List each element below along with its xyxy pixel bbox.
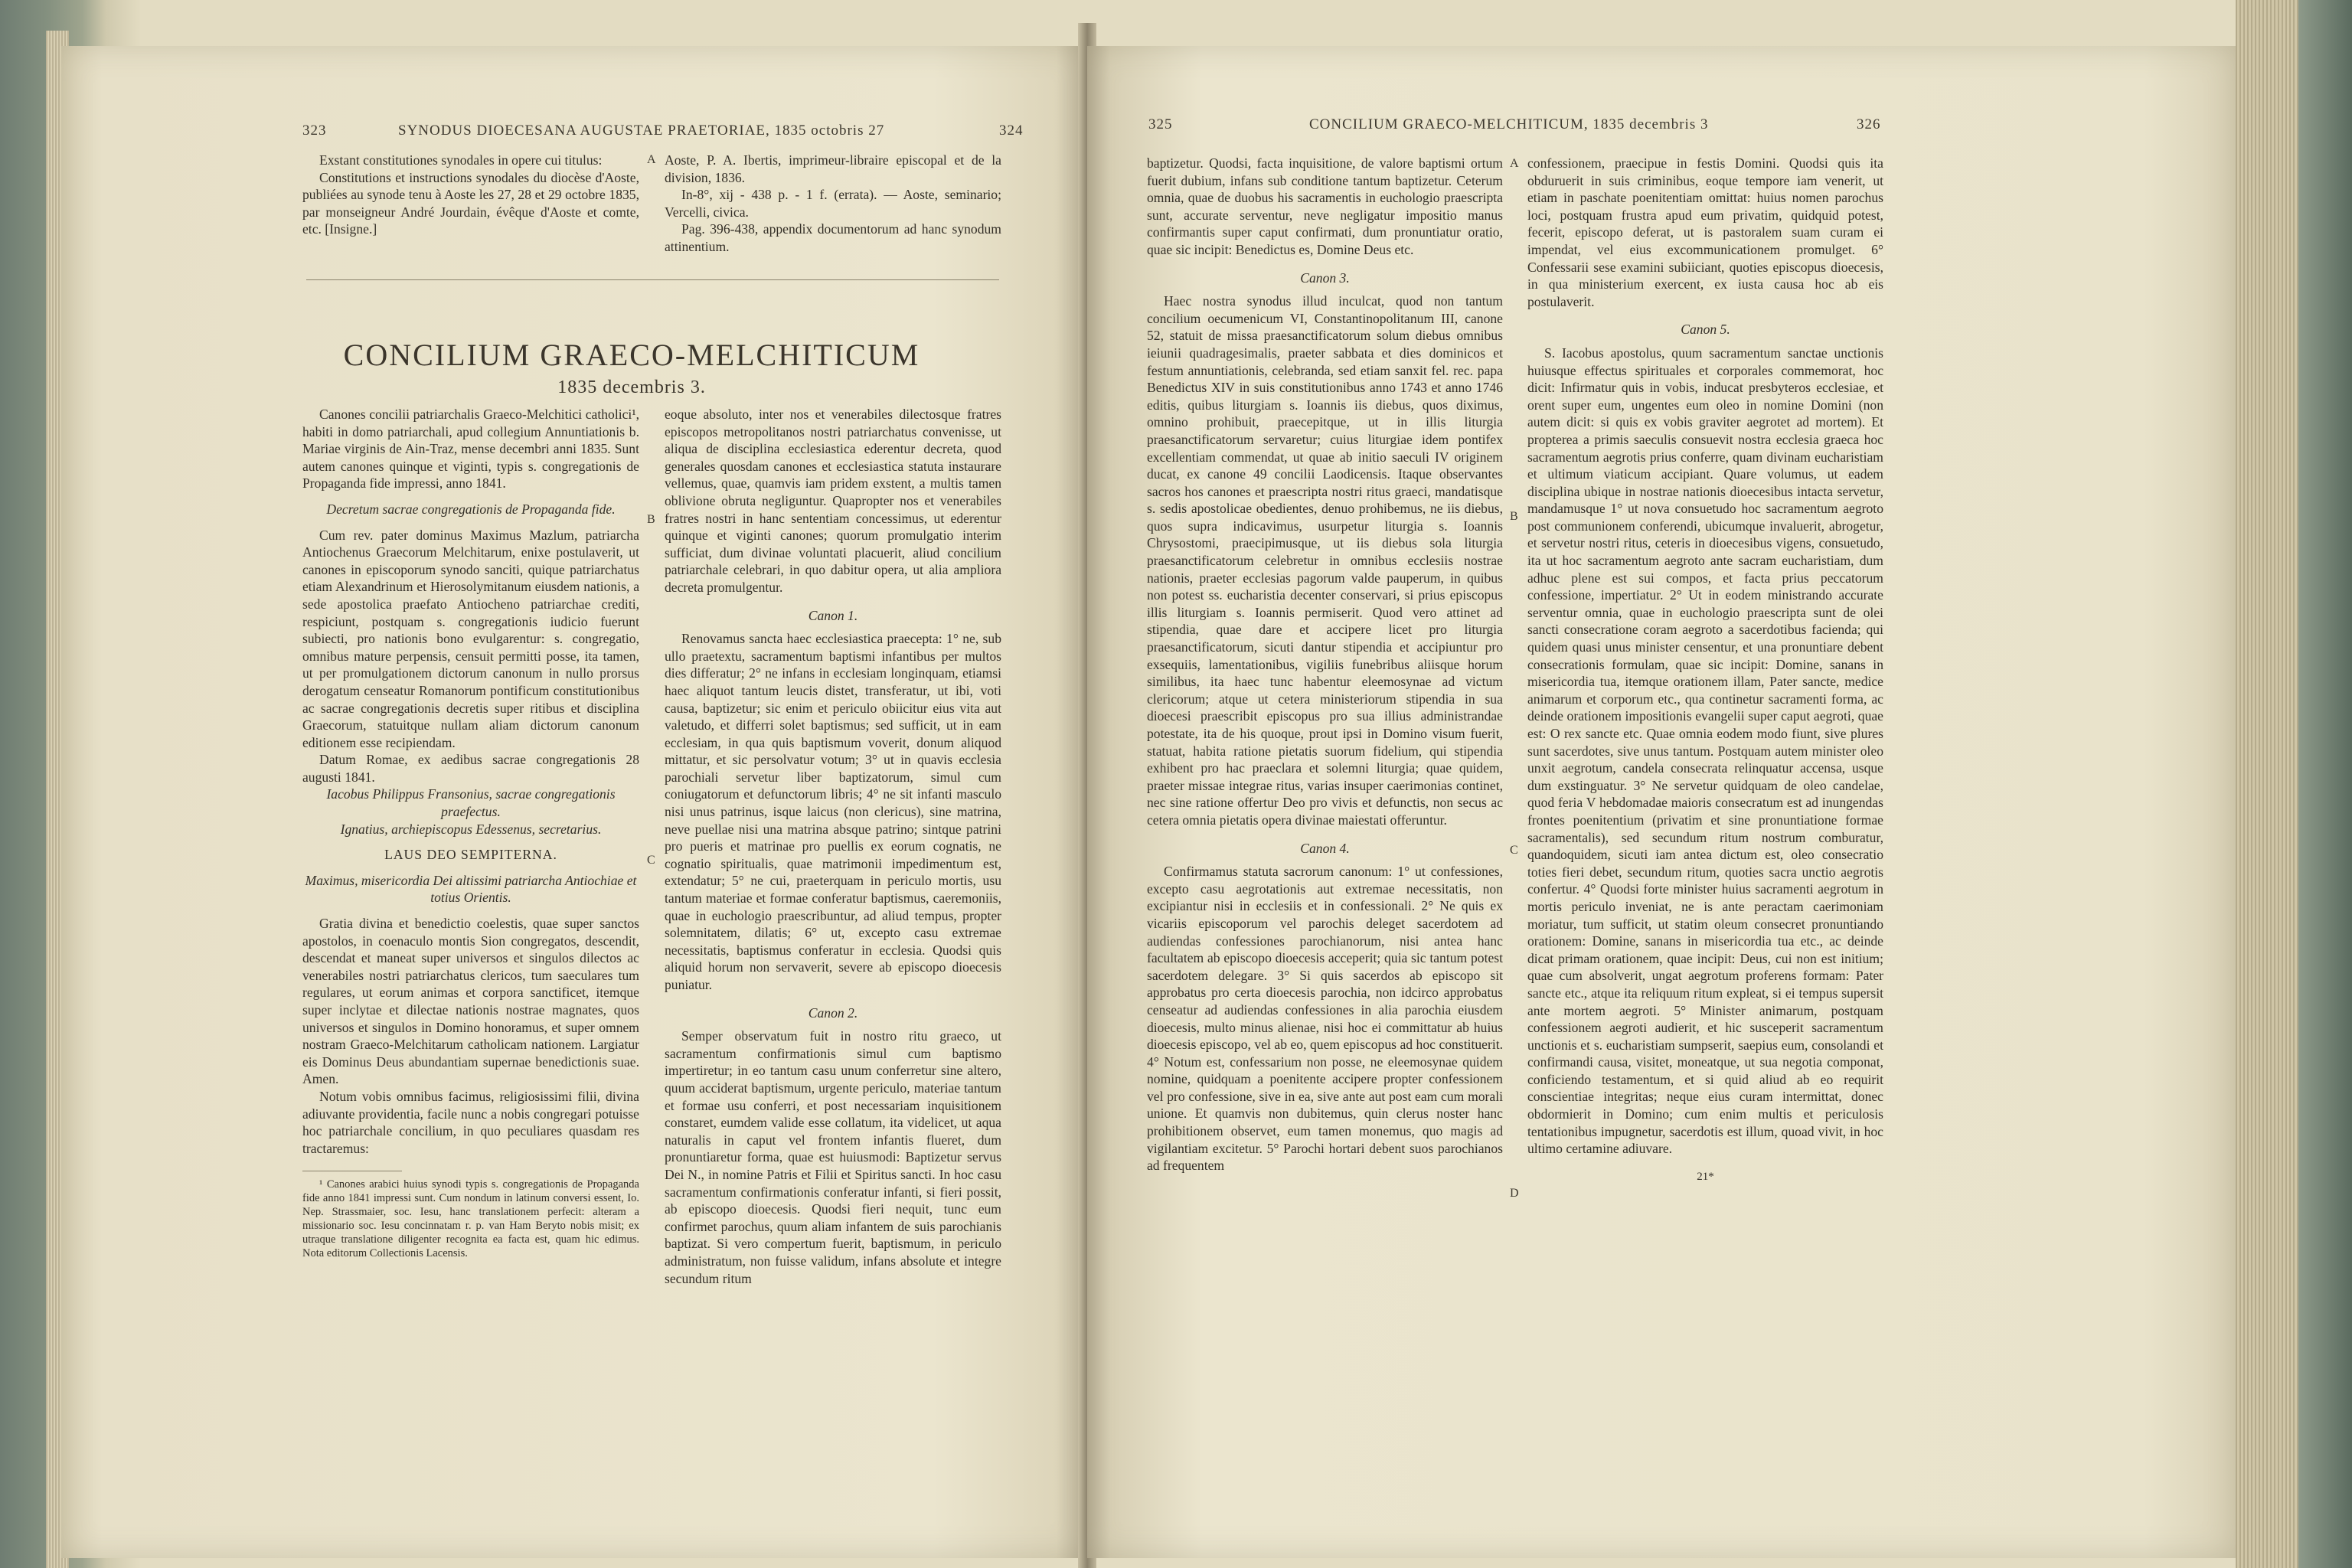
paragraph: Pag. 396-438, appendix documentorum ad hanc synodum attinentium. — [665, 221, 1001, 254]
paragraph: S. Iacobus apostolus, quum sacramentum sanctae unctionis huiusque effectus spirituales et corporales commemorat, hoc dicit: Infirmatur quis in vobis, inducat presbyteros ecclesiae, et orent super eum, ungentes eum oleo in nomine Domini (non autem dicit: si quis ex vobis graviter aegrotet ad mortem). Et propterea a primis saeculis consuevit nostra ecclesia graeca hoc sacramentum aegrotis prius conferre, quam divinam eucharistiam et ultimum viaticum accipiant. Quare volumus, ut eadem disciplina ubique in nostrae nationis dioecesibus intacta servetur, mandamusque 1° ut nova consuetudo hoc sacramentum aegroto post communionem conferendi, ubicumque invaluerit, abrogetur, et servetur nostri ritus, ceteris in dioecesibus vigens, consuetudo, ita ut hoc sacramentum aegroto ante sacram eucharistiam, dum adhuc plene est sui compos, et facta prius peccatorum confessione, impertiatur. 2° Ut in eodem ministrando accurate serventur omnia, quae in euchologio praescripta sunt de olei sancti consecratione coram aegroto a sacerdotibus facienda; qui quidem quasi unus minister censentur, et una pronuntiare debent consecrationis formulam, quae sic incipit: Domine, sanans in misericordia tua, itemque orationem illam, Pater sancte, medice animarum et corporum etc., qua continetur sacramenti forma, ac deinde orationem impositionis evangelii super caput aegroti, quae est: O rex sancte etc. Quae omnia eodem modo fiunt, sive plures sunt sacerdotes, sive unus tantum. Postquam autem minister oleo unxit aegrotum, candela consecrata relinquatur accensa, usque dum exstinguatur. 3° Ne servetur quidquam de oleo candelae, quod feria V hebdomadae maioris consecratum est ad inungendas frontes poenitentium (privatim et sine pronuntiatione formae sacramentalis), sed secundum ritum nostrum comburatur, quandoquidem, sicuti iam antea dictum est, oleo consecratio toties fieri debet, secundum ritum, quoties sacra unctio aegrotis confertur. 4° Quodsi forte minister huius sacramenti aegrotum in mortis periculo inveniat, ne is ante peractam caerimoniam moriatur, tum sufficit, ut statim oleum consecret pronuntiando orationem: Domine, sanans in misericordia tua etc., ac deinde dicat primam orationem, quae incipit: Deus, cui non est initium; quae cum absolverit, ungat aegrotum proferens formam: Pater sancte etc., atque ita reliquum ritum expleat, si ei tempus supersit ante mortem aegroti. 5° Minister animarum, postquam confessionem aegroti audierit, et hic susceperit sacramentum unctionis et s. eucharistiam sumpserit, saepius eum, consolandi et confirmandi causa, visitet, moneatque, ut sua negotia componat, conficiendo testamentum, et si quid aliud ab eo requirit conscientiae integritas; neque eius curam intermittat, donec obdormierit in Domino; cum enim multis et periculosis tentationibus impugnetur, sacerdotis est illum, quoad vivit, in hoc ultimo certamine adiuvare. — [1527, 345, 1883, 1157]
margin-marker-d: D — [1510, 1187, 1519, 1200]
paragraph: Semper observatum fuit in nostro ritu graeco, ut sacramentum confirmationis simul cum baptismo impertiretur; in eo tantum casu unum conferretur sine altero, quum acciderat baptismum, urgente periculo, materiae tantum et formae usu conferri, et post necessariam inquisitionem constaret, eumdem valide esse collatum, ita videlicet, ut aqua naturalis in caput vel frontem infantis flueret, dum pronuntiaretur forma, quae est huiusmodi: Baptizetur servus Dei N., in nomine Patris et Filii et Spiritus sancti. In hoc casu sacramentum confirmationis conferatur infanti, si fieri possit, ab episcopo dioecesis. Quodsi fieri nequit, tunc eum confirmet parochus, quum aliam infantem de suis parochianis baptizat. Si vero compertum fuerit, baptismum, in periculo administratum, non fuisse validum, infans absolute et integre secundum ritum — [665, 1028, 1001, 1286]
signatory-prefect: Iacobus Philippus Fransonius, sacrae congregationis praefectus. — [326, 786, 616, 820]
page-number-326: 326 — [1857, 116, 1881, 132]
canon-4-heading: Canon 4. — [1300, 840, 1350, 856]
paragraph: Exstant constitutiones synodales in opere cui titulus: — [319, 152, 603, 168]
document-title: CONCILIUM GRAECO-MELCHITICUM — [343, 338, 920, 372]
margin-marker-a: A — [647, 153, 656, 166]
paragraph: Haec nostra synodus illud inculcat, quod non tantum concilium oecumenicum VI, Constantinopolitanum III, canone 52, statuit de missa praesanctificatorum solum diebus omnibus ieiunii quadragesimalis, praeter sabbata et dies dominicos et festum annuntiationis, celebranda, sed etiam sanxit fel. rec. papa Benedictus XIV in suis constitutionibus anno 1743 et anno 1746 editis, quibus liturgiam s. Ioannis iis diebus, quos diximus, omnino prohibuit, praecepitque, ut in illis liturgia praesanctificatorum servaretur; cuius liturgiae idem pontifex excellentiam commendat, ut quae ab initio saeculi IV originem ducat, ex canone 49 concilii Laodicensis. Itaque observantes sacros hos canones et praescripta nostri ritus graeci, mandatisque s. sedis apostolicae obedientes, denuo prohibemus, ne iis diebus, quos supra indicavimus, usurpetur liturgia s. Ioannis Chrysostomi, praecipimusque, ut iis diebus sola liturgia praesanctificatorum celebretur in omnibus ecclesiis nostrae nationis, praeter ecclesias pagorum valde pauperum, in quibus non potest ss. eucharistia decenter conservari, si prius episcopus illis liturgiam s. Ioannis permiserit. Quod vero attinet ad stipendia, quae dare et accipere licet pro liturgia praesanctificatorum, sicuti dantur stipendia et accipiuntur pro exsequiis, lamentationibus, vigiliis funebribus aliisque horum similibus, ita haec tunc habentur eleemosynae ad victum clericorum; atque ut cetera ministeriorum stipendia in sua dioecesi praescribit episcopus pro sua illius administrandae potestate, ita de his quoque, prout ipsi in Domino visum fuerit, statuat, habita ratione pietatis suorum fidelium, qui stipendia exhibent pro hac praeclara et solemni liturgia; quae quidem, praeter missae integrae ritus, varias insuper caerimonias continet, nec sine ratione offertur Deo pro vivis et defunctis, non secus ac cetera omnia pietatis opera divinae maiestati offeruntur. — [1147, 293, 1503, 828]
paragraph: eoque absoluto, inter nos et venerabiles dilectosque fratres episcopos metropolitanos nostri patriarchatus convenisse, ut aliqua de disciplina ecclesiastica ederentur decreta, quod generales quosdam canones et ecclesiastica statuta instaurare vellemus, quae, quamvis iam pridem exstent, a multis tamen oblivione obruta negliguntur. Quapropter nos et venerabiles fratres nostri in hanc sententiam concessimus, ut ederentur quinque et viginti canones; quorum promulgatio interim sufficiat, dum divinae voluntati placuerit, aliud concilium patriarchale celebrari, in quo dabitur opera, ut alia ampliora decreta promulgentur. — [665, 407, 1001, 595]
paragraph: Renovamus sancta haec ecclesiastica praecepta: 1° ne, sub ullo praetextu, sacramentum baptismi infantibus per multos dies differatur; 2° ne infans in ecclesiam longinquam, etiamsi haec aliquot tantum leucis distet, transferatur, ut ibi, voti causa, baptizetur; sic enim et periculo obiicitur eius vita aut valetudo, et differri solet baptismus; sed sufficit, ut in eam ecclesiam, in qua quis baptismum voverit, donum aliquod mittatur, et sic persolvatur votum; 3° ut in quavis ecclesia parochiali servetur liber baptizatorum, simul cum coniugatorum et defunctorum libris; 4° ne sit infanti masculo nisi unus patrinus, isque laicus (non clericus), sine matrina, neve puellae nisi una matrina absque patrino; sintque patrini pro pueris et matrinae pro puellis ex eorum cognatis, ne cognatio spiritualis, quae matrimonii impedimentum est, extendatur; 5° ne cui, praeterquam in periculo mortis, usu tantum materiae et formae conferatur baptismus, caeremoniis, quae in euchologio praescribuntur, ad aliud tempus, propter solemnitatem, dilatis; 6° ut, excepto casu extremae necessitatis, baptismus conferatur in ecclesia. Quodsi quis aliquid horum non servaverit, severe ab episcopo dioecesis puniatur. — [665, 631, 1001, 992]
page-number-323: 323 — [302, 122, 327, 139]
margin-marker-c: C — [647, 854, 655, 867]
paragraph: In-8°, xij - 438 p. - 1 f. (errata). — Aoste, seminario; Vercelli, civica. — [665, 187, 1001, 220]
paragraph: confessionem, praecipue in festis Domini. Quodsi quis ita obduruerit in suis criminibus, eoque tempore iam venerit, ut etiam in paschate poenitentiam omittat: huius nomen parochus loci, postquam frustra apud eum privatim, quidquid potest, fecerit, episcopo deferat, ut is pastoralem suam curam ei impendat, vel eius excommunicationem promulget. 6° Confessarii sese examini subiiciant, quoties episcopus dioecesis, in qua ministerium exercent, ex iusta causa hoc ab eis postulaverit. — [1527, 155, 1883, 309]
right-col2 — [1527, 155, 1883, 1185]
paragraph: Constitutions et instructions synodales du diocèse d'Aoste, publiées au synode tenu à Aoste les 27, 28 et 29 octobre 1835, par monseigneur André Jourdain, évêque d'Aoste et comte, etc. [Insigne.] — [302, 169, 639, 237]
paragraph: Confirmamus statuta sacrorum canonum: 1° ut confessiones, excepto casu aegrotationis aut extremae necessitatis, non excipiantur nisi in ecclesiis et in confessionali. 2° Ne quis ex vicariis episcoporum vel parochis deleget sacerdotem ad audiendas confessiones parochianorum, nisi antea hanc facultatem ab episcopo dioecesis acceperit; quia sic tantum potest sacerdotem delegare. 3° Si quis sacerdos ab episcopo sit approbatus pro certa dioecesis parochia, non idcirco approbatus censeatur ad audiendas confessiones in alia parochia eiusdem dioecesis, multo minus alienae, nisi hoc ei committatur ab huius dioecesis episcopo, vel ab eo, quem episcopus ad hoc constituerit. 4° Notum est, confessarium non posse, ne eleemosynae quidem nomine, quidquam a poenitente accipere propter confessionem vel pro confessione, sive in ea, sive ante aut post eam cum morali unione. Et quamvis non dubitemus, quin clerus noster hanc prohibitionem observet, eum tamen monemus, quo magis ad vigilantiam excitetur. 5° Parochi hortari debent suos parochianos ad frequentem — [1147, 864, 1503, 1174]
footnote: ¹ Canones arabici huius synodi typis s. congregationis de Propaganda fide anno 1841 impressi sunt. Cum nondum in latinum conversi essent, Io. Nep. Strassmaier, soc. Iesu, hanc translationem perfecit: alteram a missionario soc. Iesu concinnatam r. p. van Ham Beryto nobis misit; ex utraque translatione diligenter recognita ea facta est, quam hic edimus. Nota editorum Collectionis Lacensis. — [302, 1178, 639, 1260]
paragraph: baptizetur. Quodsi, facta inquisitione, de valore baptismi ortum fuerit dubium, infans sub conditione tantum baptizetur. Ceterum omnia, quae de duobus his sacramentis in euchologio praescripta sunt, accurate serventur, neve negligatur impositio manus confirmantis super caput confirmati, dum pronuntiatur oratio, quae sic incipit: Benedictus es, Domine Deus etc. — [1147, 155, 1503, 257]
canon-5-heading: Canon 5. — [1681, 322, 1730, 338]
paragraph: Notum vobis omnibus facimus, religiosissimi filii, divina adiuvante providentia, facile nunc a nobis congregari potuisse hoc patriarchale concilium, in quo peculiares quasdam res tractaremus: — [302, 1088, 639, 1156]
running-head-right: CONCILIUM GRAECO-MELCHITICUM, 1835 decembris 3 — [1309, 116, 1709, 132]
paragraph: Gratia divina et benedictio coelestis, quae super sanctos apostolos, in coenaculo montis Sion congregatos, descendit, descendat et maneat super universos et singulos dilectos ac venerabiles nostri patriarchatus clericos, tum saeculares tum regulares, ut eorum animas et corpora sanctificet, itemque super inclytae et dilectae nationis nostrae magnates, quos universos et singulos in Domino honoramus, et super omnem nostram Graeco-Melchitarum catholicam nationem. Largiatur eis Dominus Deus abundantiam supernae benedictionis suae. Amen. — [302, 916, 639, 1087]
page-number-324: 324 — [999, 122, 1024, 139]
right-col1 — [1147, 155, 1503, 1174]
paragraph: Aoste, P. A. Ibertis, imprimeur-libraire episcopal et de la division, 1836. — [665, 152, 1001, 185]
left-col2 — [665, 406, 1001, 1287]
paragraph: Canones concilii patriarchalis Graeco-Melchitici catholici¹, habiti in domo patriarchali, apud collegium Annuntiationis b. Mariae virginis de Ain-Traz, mense decembri anni 1835. Sunt autem canones quinque et viginti, typis s. congregationis de Propaganda fide impressi, anno 1841. — [302, 407, 639, 492]
margin-marker-b: B — [1510, 510, 1518, 523]
left-top-col1 — [302, 152, 639, 238]
margin-marker-a: A — [1510, 157, 1519, 170]
printer-signature: 21* — [1697, 1170, 1714, 1183]
document-subtitle: 1835 decembris 3. — [557, 377, 706, 397]
decree-heading: Decretum sacrae congregationis de Propaganda fide. — [326, 501, 616, 517]
left-top-col2 — [665, 152, 1001, 256]
canon-1-heading: Canon 1. — [808, 607, 858, 623]
page-number-325: 325 — [1148, 116, 1173, 132]
right-page — [1087, 46, 2236, 1558]
margin-marker-b: B — [647, 513, 655, 526]
patriarch-heading: Maximus, misericordia Dei altissimi patriarcha Antiochiae et totius Orientis. — [305, 872, 637, 906]
paragraph: Datum Romae, ex aedibus sacrae congregationis 28 augusti 1841. — [302, 752, 639, 785]
section-divider — [306, 279, 999, 280]
canon-2-heading: Canon 2. — [808, 1004, 858, 1021]
document-title-block — [272, 337, 991, 398]
signatory-secretary: Ignatius, archiepiscopus Edessenus, secretarius. — [340, 821, 602, 837]
margin-marker-c: C — [1510, 844, 1518, 857]
canon-3-heading: Canon 3. — [1300, 270, 1350, 286]
paragraph: Cum rev. pater dominus Maximus Mazlum, patriarcha Antiochenus Graecorum Melchitarum, enixe postulaverit, ut canones in episcoporum synodo sanciti, quique patriarchatus etiam Alexandrinum et Hierosolymitanum eiusdem nationis, a sede apostolica praefato Antiocheno patriarchae crediti, respiciunt, postquam s. congregationis iudicio fuerunt subiecti, pro nationis bono evulgarentur: s. congregatio, omnibus mature perpensis, censuit permitti posse, ita tamen, ut per promulgationem dictorum canonum in nullo prorsus derogatum censeatur Romanorum pontificum constitutionibus ac sacrae congregationis decretis super ritibus et disciplina Graecorum, statuitque nullam aliam dictorum canonum editionem esse recipiendam. — [302, 527, 639, 750]
laus-deo-heading: LAUS DEO SEMPITERNA. — [384, 847, 557, 863]
book-fore-edge — [2236, 0, 2352, 1568]
left-col1 — [302, 406, 639, 1260]
running-head-left: SYNODUS DIOECESANA AUGUSTAE PRAETORIAE, 1835 octobris 27 — [398, 122, 885, 139]
left-page — [61, 46, 1087, 1558]
